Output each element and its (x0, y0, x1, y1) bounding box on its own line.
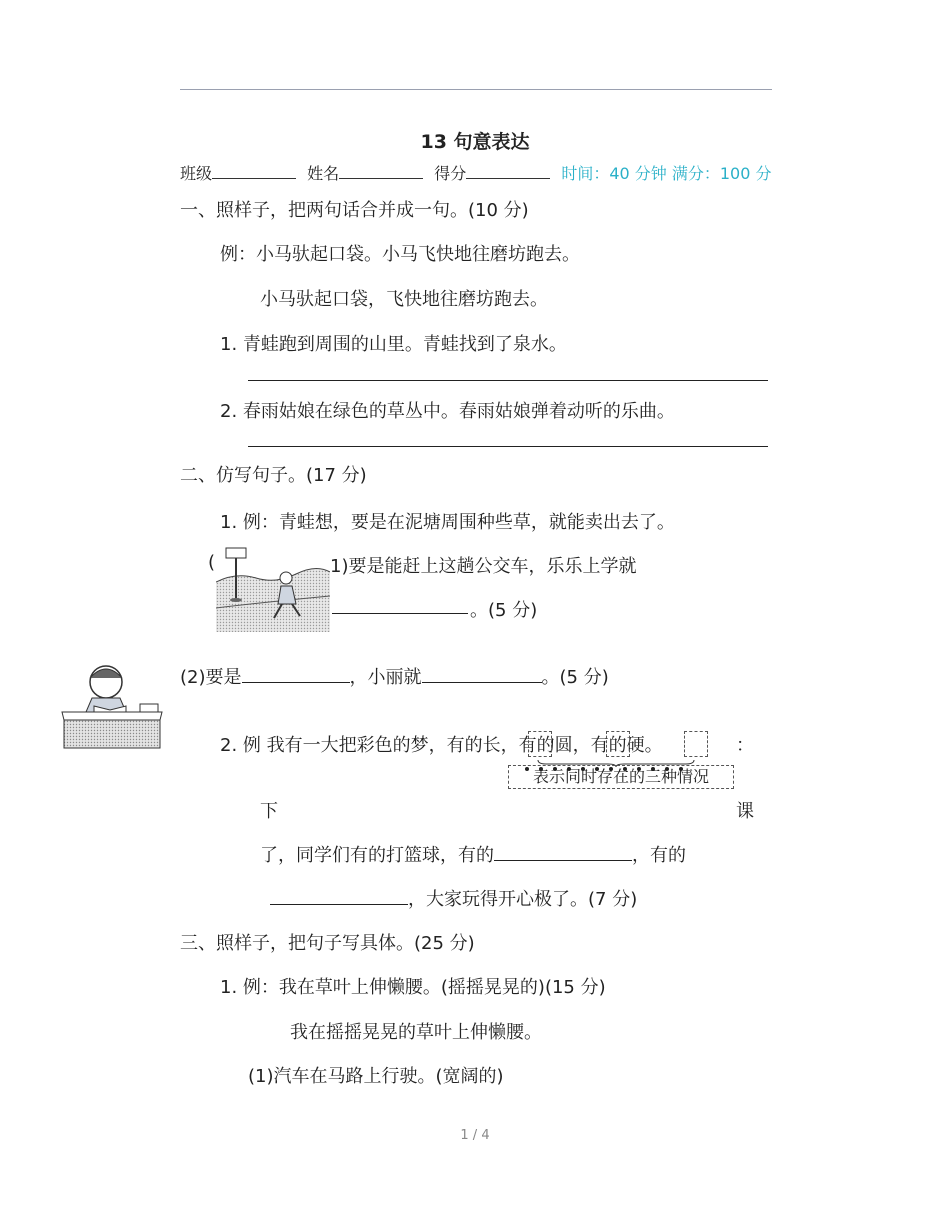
name-blank[interactable] (339, 164, 423, 179)
worksheet-title: 13 句意表达 (420, 131, 530, 153)
q2-left-char: 下 (260, 801, 278, 822)
section-2-heading: 二、仿写句子。(17 分) (180, 465, 367, 486)
page-number: 1 / 4 (460, 1128, 490, 1143)
highlight-box-2 (606, 731, 630, 757)
meta-row (180, 161, 772, 184)
q1-1-blank[interactable] (332, 597, 468, 614)
top-rule (180, 89, 772, 90)
class-label: 班级 (180, 164, 213, 183)
section-3-q1-answer: 我在摇摇晃晃的草叶上伸懒腰。 (290, 1022, 542, 1043)
q1-2-blank-1[interactable] (242, 666, 350, 683)
q1-2-a: (2)要是 (180, 667, 242, 688)
q2-line-2 (270, 885, 637, 911)
answer-line-1[interactable] (248, 380, 768, 381)
section-1-question-1: 1. 青蛙跑到周围的山里。青蛙找到了泉水。 (220, 334, 567, 355)
answer-line-2[interactable] (248, 446, 768, 447)
q1-1-text: 1)要是能赶上这趟公交车，乐乐上学就 (330, 556, 637, 577)
score-blank[interactable] (466, 164, 550, 179)
section-1-example: 例：小马驮起口袋。小马飞快地往磨坊跑去。 (220, 244, 580, 265)
q1-1-end: 。(5 分) (470, 600, 538, 621)
annotation-box: 表示同时存在的三种情况 (508, 765, 734, 789)
student-reading-illustration (60, 660, 164, 750)
q2-right-char: 课 (736, 801, 754, 822)
highlight-box-1 (528, 731, 552, 757)
class-blank[interactable] (212, 164, 296, 179)
q2-line-1 (260, 841, 686, 867)
q1-2-b: ，小丽就 (349, 667, 422, 688)
time-info: 时间：40 分钟 满分：100 分 (561, 164, 772, 183)
score-label: 得分 (434, 164, 467, 183)
section-1-heading: 一、照样子，把两句话合并成一句。(10 分) (180, 200, 529, 221)
section-1-example-answer: 小马驮起口袋，飞快地往磨坊跑去。 (260, 289, 548, 310)
q2-blank-1[interactable] (494, 844, 632, 861)
highlight-box-3 (684, 731, 708, 757)
q2-line-2-text: ，大家玩得开心极了。(7 分) (408, 889, 638, 910)
q1-2-c: 。(5 分) (541, 667, 609, 688)
section-3-q1-example: 1. 例：我在草叶上伸懒腰。(摇摇晃晃的)(15 分) (220, 977, 606, 998)
q2-blank-2[interactable] (270, 888, 408, 905)
q1-2-row (180, 663, 609, 689)
section-3-heading: 三、照样子，把句子写具体。(25 分) (180, 933, 475, 954)
name-label: 姓名 (307, 164, 340, 183)
q2-line-1-b: ，有的 (632, 845, 686, 866)
q1-1-open-paren: ( (208, 552, 216, 573)
q2-colon: ： (736, 735, 754, 756)
section-2-q1-example: 1. 例：青蛙想，要是在泥塘周围种些草，就能卖出去了。 (220, 512, 675, 533)
q2-line-1-a: 了，同学们有的打篮球，有的 (260, 845, 494, 866)
q1-2-blank-2[interactable] (422, 666, 542, 683)
section-1-question-2: 2. 春雨姑娘在绿色的草丛中。春雨姑娘弹着动听的乐曲。 (220, 401, 675, 422)
section-3-q1-1: (1)汽车在马路上行驶。(宽阔的) (248, 1066, 504, 1087)
bus-stop-illustration (216, 546, 330, 632)
section-2-q2-example: 2. 例 我有一大把彩色的梦，有的长，有的圆，有的硬。 (220, 735, 663, 756)
